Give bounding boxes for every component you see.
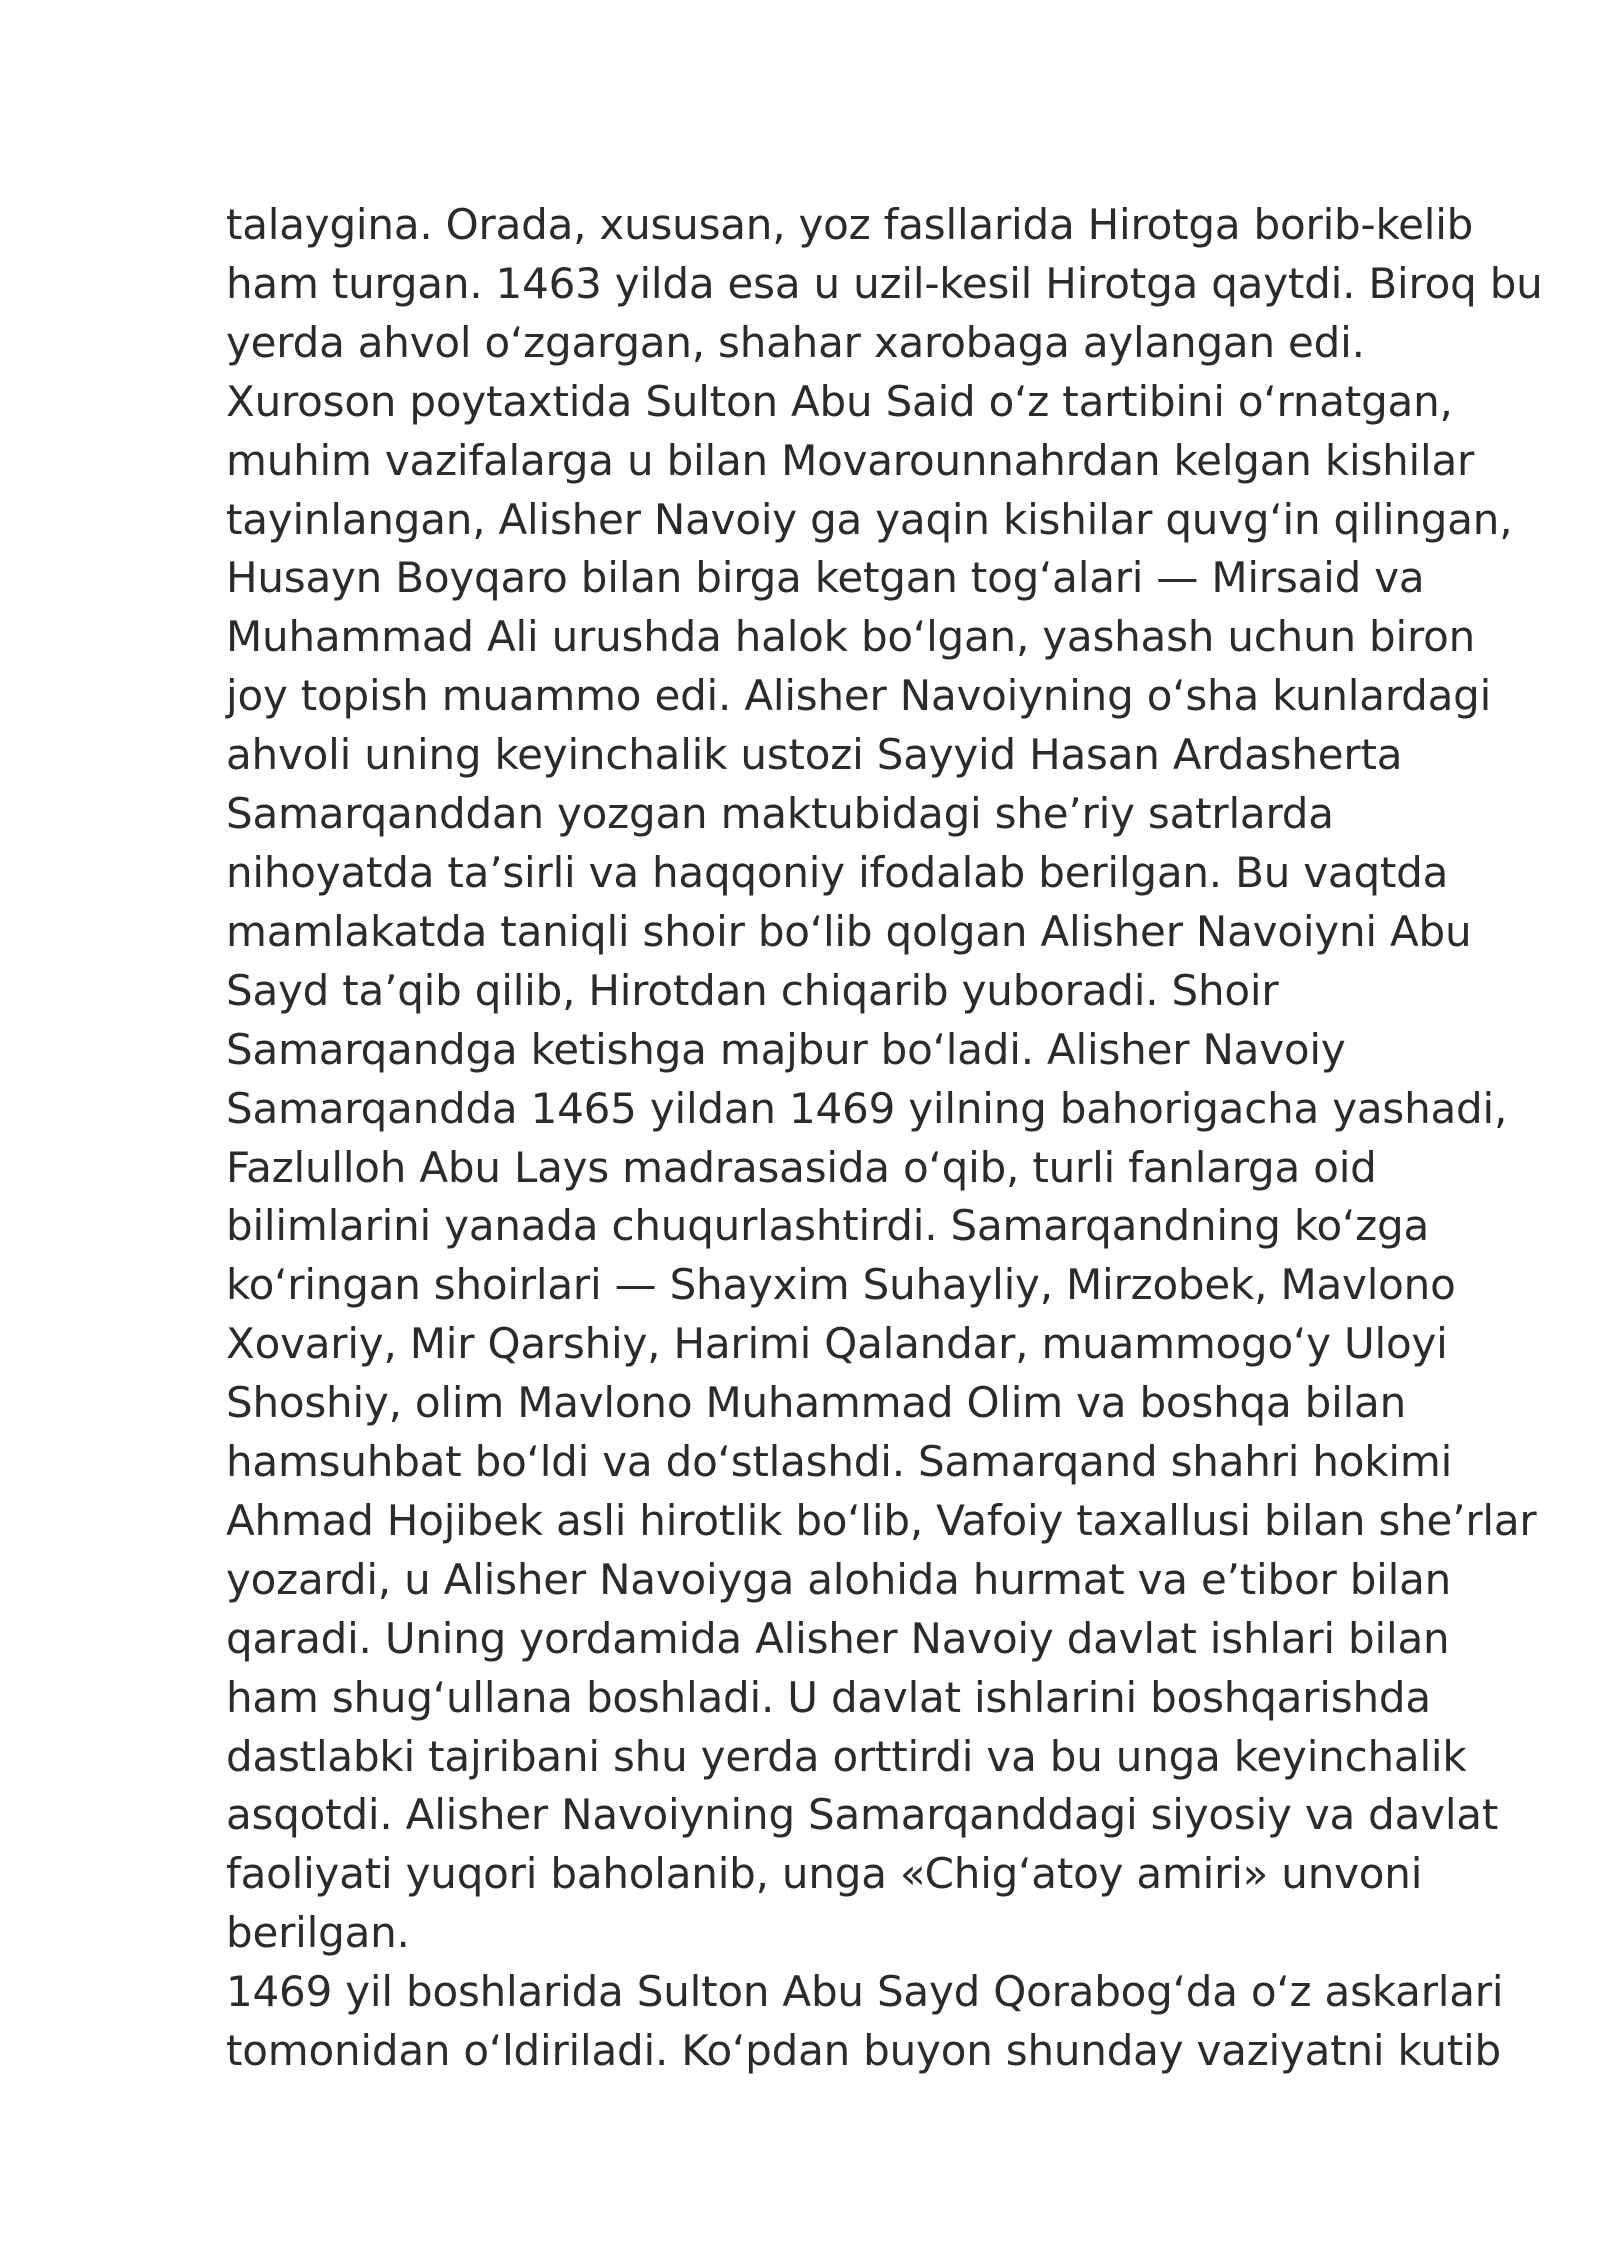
text-line: Muhammad Ali urushda halok boʻlgan, yashash uchun biron <box>226 612 1476 662</box>
text-line: ahvoli uning keyinchalik ustozi Sayyid Hasan Ardasherta <box>226 730 1403 780</box>
text-line: ham turgan. 1463 yilda esa u uzil-kesil Hirotga qaytdi. Biroq bu <box>226 258 1543 308</box>
text-line: joy topish muammo edi. Alisher Navoiyning oʻsha kunlardagi <box>226 671 1492 721</box>
text-line: Samarqandga ketishga majbur boʻladi. Alisher Navoiy <box>226 1024 1346 1074</box>
text-line: Fazlulloh Abu Lays madrasasida oʻqib, turli fanlarga oid <box>226 1142 1377 1192</box>
text-line: nihoyatda taʼsirli va haqqoniy ifodalab berilgan. Bu vaqtda <box>226 847 1449 897</box>
text-line: mamlakatda taniqli shoir boʻlib qolgan Alisher Navoiyni Abu <box>226 906 1472 956</box>
text-line: koʻringan shoirlari — Shayxim Suhayliy, Mirzobek, Mavlono <box>226 1260 1456 1310</box>
text-line: yozardi, u Alisher Navoiyga alohida hurmat va eʼtibor bilan <box>226 1554 1452 1604</box>
text-line: Samarqandda 1465 yildan 1469 yilning bahorigacha yashadi, <box>226 1083 1508 1133</box>
text-line: ham shugʻullana boshladi. U davlat ishlarini boshqarishda <box>226 1672 1431 1722</box>
text-line: berilgan. <box>226 1908 410 1958</box>
document-page <box>226 196 1543 2081</box>
text-line: Ahmad Hojibek asli hirotlik boʻlib, Vafoiy taxallusi bilan sheʼrlar <box>226 1495 1537 1545</box>
paragraph-1 <box>226 196 1543 1963</box>
text-line: bilimlarini yanada chuqurlashtirdi. Samarqandning koʻzga <box>226 1201 1430 1251</box>
text-line: hamsuhbat boʻldi va doʻstlashdi. Samarqand shahri hokimi <box>226 1437 1453 1487</box>
paragraph-2 <box>226 1963 1526 2081</box>
text-line: faoliyati yuqori baholanib, unga «Chigʻatoy amiri» unvoni <box>226 1849 1423 1899</box>
text-line: 1469 yil boshlarida Sulton Abu Sayd Qorabogʻda oʻz askarlari <box>226 1967 1504 2017</box>
text-line: talaygina. Orada, xususan, yoz fasllarida Hirotga borib-kelib <box>226 200 1474 249</box>
text-line: asqotdi. Alisher Navoiyning Samarqanddagi siyosiy va davlat <box>226 1790 1499 1840</box>
text-line: qaradi. Uning yordamida Alisher Navoiy davlat ishlari bilan <box>226 1613 1450 1663</box>
text-line: Xuroson poytaxtida Sulton Abu Said oʻz tartibini oʻrnatgan, <box>226 376 1453 426</box>
text-line: Samarqanddan yozgan maktubidagi sheʼriy satrlarda <box>226 789 1334 839</box>
text-line: Shoshiy, olim Mavlono Muhammad Olim va boshqa bilan <box>226 1378 1407 1428</box>
text-line: yerda ahvol oʻzgargan, shahar xarobaga aylangan edi. <box>226 317 1365 367</box>
text-line: tayinlangan, Alisher Navoiy ga yaqin kishilar quvgʻin qilingan, <box>226 494 1513 544</box>
text-line: dastlabki tajribani shu yerda orttirdi va bu unga keyinchalik <box>226 1731 1467 1781</box>
text-line: Husayn Boyqaro bilan birga ketgan togʻalari — Mirsaid va <box>226 553 1425 603</box>
text-line: Sayd taʼqib qilib, Hirotdan chiqarib yuboradi. Shoir <box>226 965 1279 1015</box>
text-line: muhim vazifalarga u bilan Movarounnahrdan kelgan kishilar <box>226 435 1475 485</box>
text-line: tomonidan oʻldiriladi. Koʻpdan buyon shunday vaziyatni kutib <box>226 2026 1501 2076</box>
text-line: Xovariy, Mir Qarshiy, Harimi Qalandar, muammogoʻy Uloyi <box>226 1319 1448 1369</box>
